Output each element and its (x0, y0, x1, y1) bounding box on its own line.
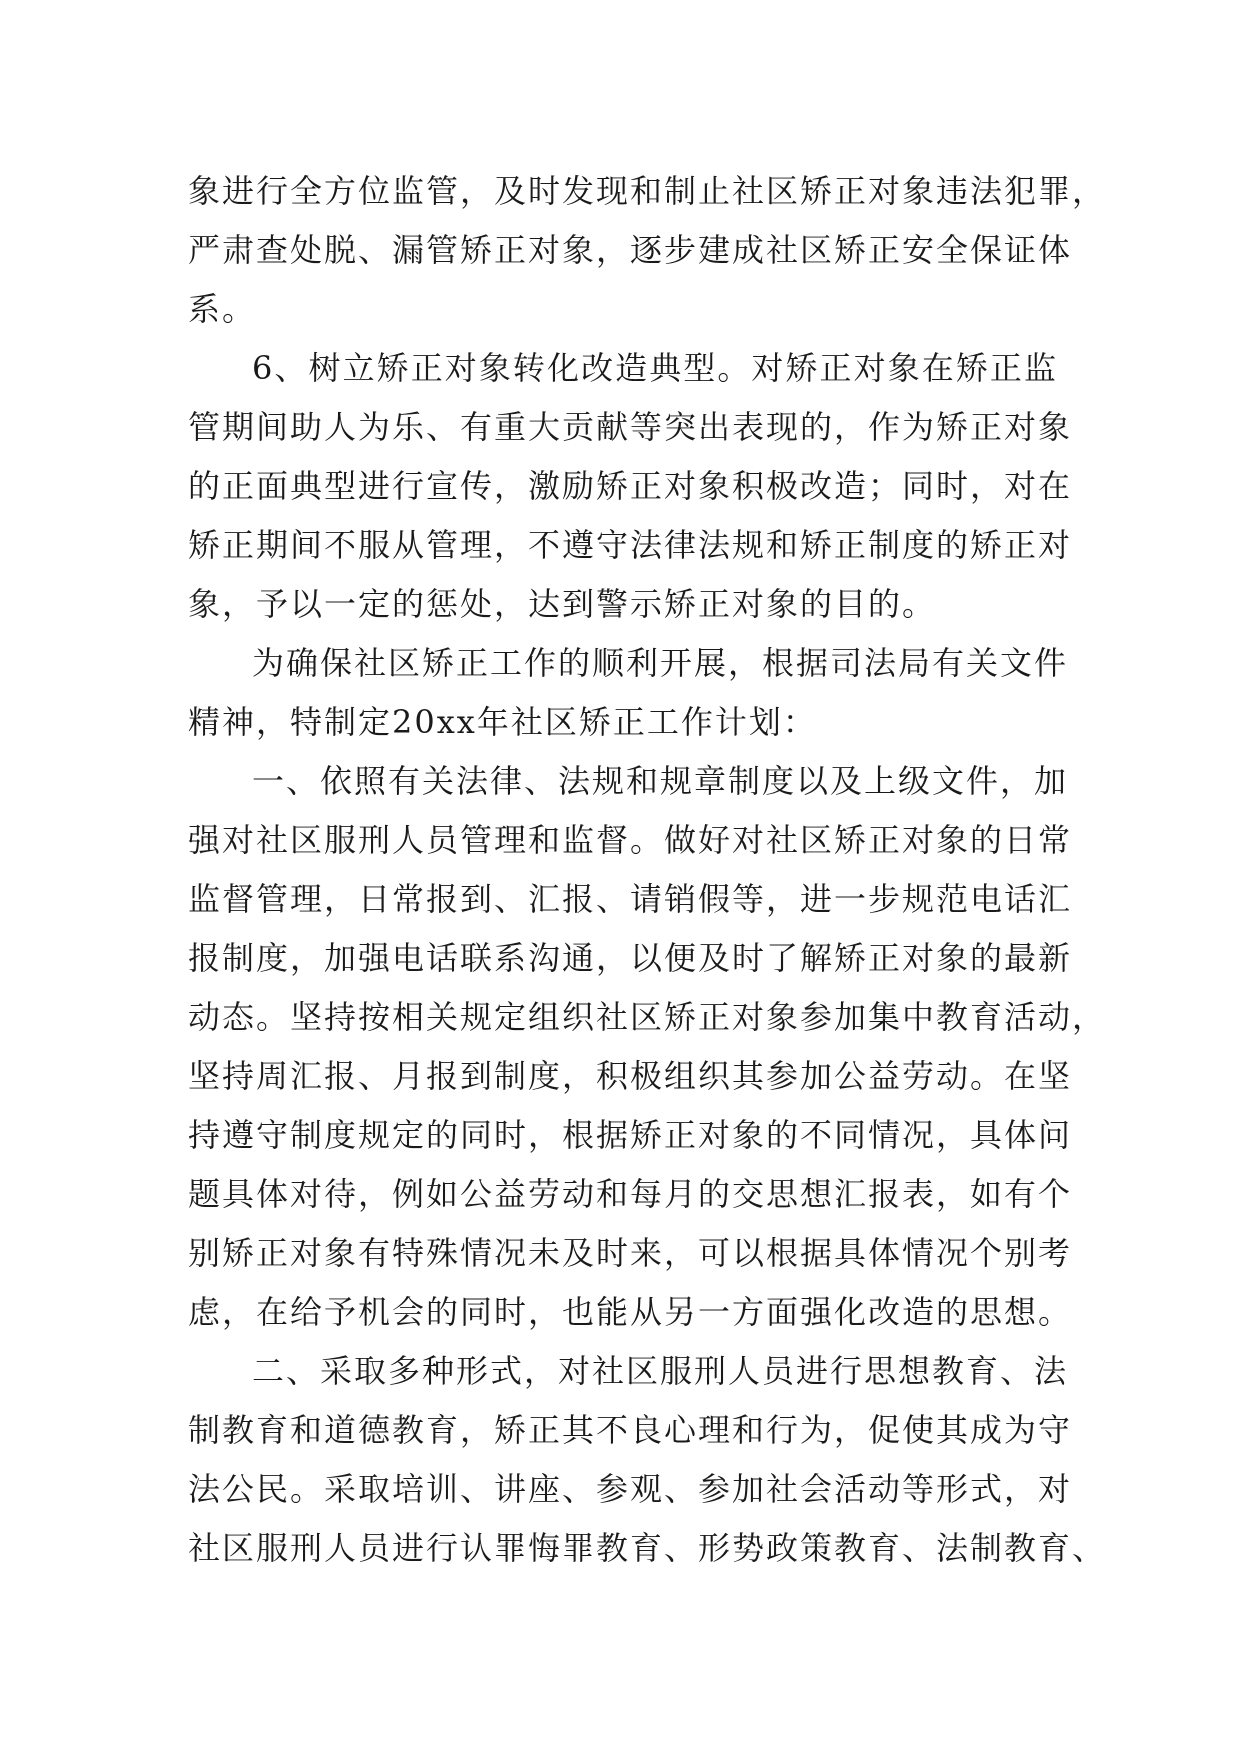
text-line: 一、依照有关法律、法规和规章制度以及上级文件，加 (252, 762, 1069, 800)
text-line: 精神，特制定20xx年社区矫正工作计划： (188, 703, 817, 741)
paragraph (188, 339, 1073, 634)
text-line: 监督管理，日常报到、汇报、请销假等，进一步规范电话汇 (188, 880, 1073, 918)
text-line: 的正面典型进行宣传，激励矫正对象积极改造；同时，对在 (188, 467, 1073, 505)
text-line: 虑，在给予机会的同时，也能从另一方面强化改造的思想。 (188, 1293, 1073, 1331)
text-line: 系。 (188, 290, 257, 328)
paragraph (188, 162, 1107, 339)
text-line: 制教育和道德教育，矫正其不良心理和行为，促使其成为守 (188, 1411, 1073, 1449)
text-line: 题具体对待，例如公益劳动和每月的交思想汇报表，如有个 (188, 1175, 1073, 1213)
text-line: 坚持周汇报、月报到制度，积极组织其参加公益劳动。在坚 (188, 1057, 1073, 1095)
document-body (188, 162, 1107, 1578)
text-line: 象进行全方位监管，及时发现和制止社区矫正对象违法犯罪， (188, 172, 1107, 210)
text-line: 管期间助人为乐、有重大贡献等突出表现的，作为矫正对象 (188, 408, 1073, 446)
paragraph (188, 752, 1107, 1342)
paragraph (188, 1342, 1107, 1578)
text-line: 矫正期间不服从管理，不遵守法律法规和矫正制度的矫正对 (188, 526, 1073, 564)
text-line: 报制度，加强电话联系沟通，以便及时了解矫正对象的最新 (188, 939, 1073, 977)
text-line: 为确保社区矫正工作的顺利开展，根据司法局有关文件 (252, 644, 1069, 682)
text-line: 二、采取多种形式，对社区服刑人员进行思想教育、法 (252, 1352, 1069, 1390)
text-line: 法公民。采取培训、讲座、参观、参加社会活动等形式，对 (188, 1470, 1073, 1508)
text-line: 6、树立矫正对象转化改造典型。对矫正对象在矫正监 (252, 349, 1058, 387)
paragraph (188, 634, 1069, 752)
text-line: 象，予以一定的惩处，达到警示矫正对象的目的。 (188, 585, 937, 623)
text-line: 社区服刑人员进行认罪悔罪教育、形势政策教育、法制教育、 (188, 1529, 1107, 1567)
text-line: 动态。坚持按相关规定组织社区矫正对象参加集中教育活动， (188, 998, 1107, 1036)
text-line: 强对社区服刑人员管理和监督。做好对社区矫正对象的日常 (188, 821, 1073, 859)
text-line: 别矫正对象有特殊情况未及时来，可以根据具体情况个别考 (188, 1234, 1073, 1272)
text-line: 持遵守制度规定的同时，根据矫正对象的不同情况，具体问 (188, 1116, 1073, 1154)
text-line: 严肃查处脱、漏管矫正对象，逐步建成社区矫正安全保证体 (188, 231, 1073, 269)
